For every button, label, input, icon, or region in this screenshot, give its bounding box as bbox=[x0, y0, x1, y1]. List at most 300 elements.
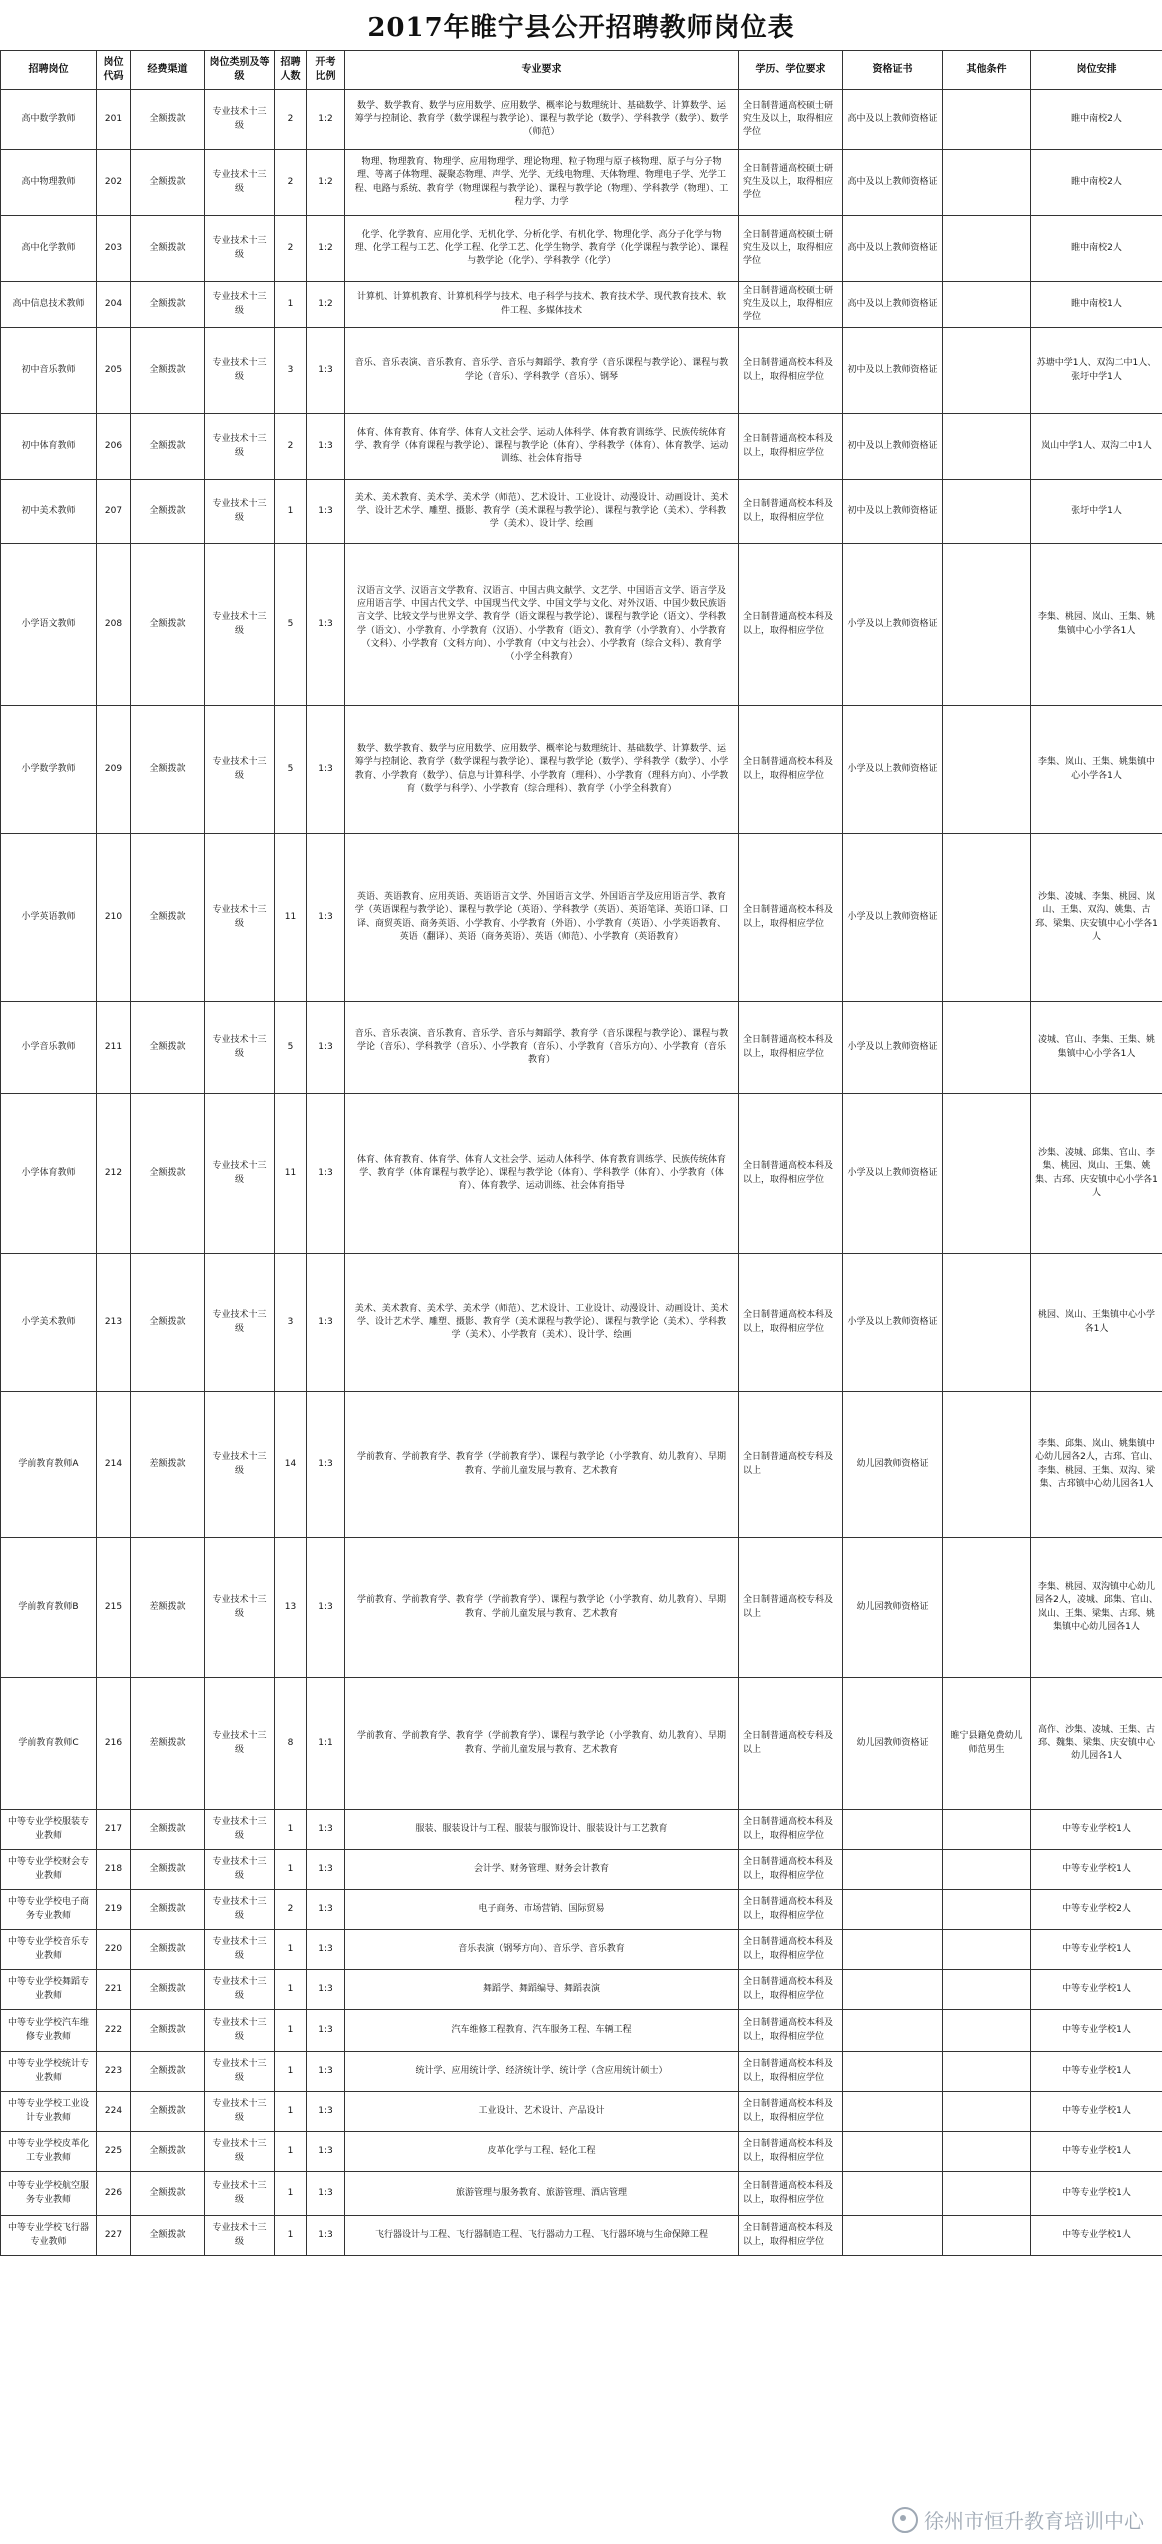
cell-education-req: 全日制普通高校专科及以上 bbox=[739, 1538, 843, 1678]
cell-post-name: 学前教育教师C bbox=[1, 1678, 97, 1810]
cell-placement: 张圩中学1人 bbox=[1031, 480, 1162, 544]
cell-funding: 全额拨款 bbox=[131, 2216, 205, 2256]
cell-exam-ratio: 1:3 bbox=[307, 706, 345, 834]
cell-certificate bbox=[843, 1930, 943, 1970]
cell-funding: 全额拨款 bbox=[131, 1002, 205, 1094]
cell-category: 专业技术十三级 bbox=[205, 2132, 275, 2172]
cell-certificate: 幼儿园教师资格证 bbox=[843, 1538, 943, 1678]
cell-headcount: 11 bbox=[275, 1094, 307, 1254]
cell-category: 专业技术十三级 bbox=[205, 328, 275, 414]
table-row bbox=[1, 1254, 1162, 1392]
cell-post-name: 中等专业学校工业设计专业教师 bbox=[1, 2092, 97, 2132]
cell-post-name: 中等专业学校皮革化工专业教师 bbox=[1, 2132, 97, 2172]
cell-headcount: 2 bbox=[275, 150, 307, 216]
cell-placement: 桃园、岚山、王集镇中心小学各1人 bbox=[1031, 1254, 1162, 1392]
cell-funding: 全额拨款 bbox=[131, 544, 205, 706]
cell-funding: 全额拨款 bbox=[131, 282, 205, 328]
cell-major-req: 汉语言文学、汉语言文学教育、汉语言、中国古典文献学、文艺学、中国语言文学、语言学及应用语言学、中国古代文学、中国现当代文学、中国文学与文化、对外汉语、中国少数民族语言文学、比较文学与世界文学、教育学（语文课程与教学论）、课程与教学论（语文）、学科教学（语文）、小学教育、小学教育（汉语）、小学教育（语文）、教育学（小学教育）、小学教育（文科）、小学教育（文科方向）、小学教育（中文与社会）、小学教育（综合文科）、教育学（小学全科教育） bbox=[345, 544, 739, 706]
cell-certificate bbox=[843, 1970, 943, 2010]
cell-headcount: 1 bbox=[275, 2132, 307, 2172]
cell-post-name: 小学美术教师 bbox=[1, 1254, 97, 1392]
cell-education-req: 全日制普通高校本科及以上，取得相应学位 bbox=[739, 1254, 843, 1392]
cell-other-cond bbox=[943, 1002, 1031, 1094]
cell-placement: 沙集、凌城、邱集、官山、李集、桃园、岚山、王集、姚集、古邳、庆安镇中心小学各1人 bbox=[1031, 1094, 1162, 1254]
cell-certificate: 小学及以上教师资格证 bbox=[843, 1254, 943, 1392]
cell-exam-ratio: 1:2 bbox=[307, 150, 345, 216]
cell-post-code: 211 bbox=[97, 1002, 131, 1094]
cell-post-code: 216 bbox=[97, 1678, 131, 1810]
cell-education-req: 全日制普通高校本科及以上，取得相应学位 bbox=[739, 834, 843, 1002]
cell-education-req: 全日制普通高校本科及以上，取得相应学位 bbox=[739, 2052, 843, 2092]
cell-exam-ratio: 1:3 bbox=[307, 2172, 345, 2216]
cell-major-req: 工业设计、艺术设计、产品设计 bbox=[345, 2092, 739, 2132]
cell-other-cond bbox=[943, 282, 1031, 328]
cell-post-name: 中等专业学校汽车维修专业教师 bbox=[1, 2010, 97, 2052]
table-row bbox=[1, 1890, 1162, 1930]
cell-other-cond bbox=[943, 1538, 1031, 1678]
cell-certificate bbox=[843, 1890, 943, 1930]
header-post-name: 招聘岗位 bbox=[1, 51, 97, 90]
cell-placement: 沙集、凌城、李集、桃园、岚山、王集、双沟、姚集、古邳、梁集、庆安镇中心小学各1人 bbox=[1031, 834, 1162, 1002]
cell-post-code: 215 bbox=[97, 1538, 131, 1678]
cell-major-req: 飞行器设计与工程、飞行器制造工程、飞行器动力工程、飞行器环境与生命保障工程 bbox=[345, 2216, 739, 2256]
header-placement: 岗位安排 bbox=[1031, 51, 1162, 90]
cell-post-code: 213 bbox=[97, 1254, 131, 1392]
cell-post-name: 中等专业学校统计专业教师 bbox=[1, 2052, 97, 2092]
cell-category: 专业技术十三级 bbox=[205, 2092, 275, 2132]
cell-education-req: 全日制普通高校本科及以上，取得相应学位 bbox=[739, 1810, 843, 1850]
cell-category: 专业技术十三级 bbox=[205, 282, 275, 328]
cell-post-code: 204 bbox=[97, 282, 131, 328]
cell-exam-ratio: 1:2 bbox=[307, 282, 345, 328]
cell-certificate: 初中及以上教师资格证 bbox=[843, 414, 943, 480]
table-row bbox=[1, 90, 1162, 150]
cell-headcount: 2 bbox=[275, 216, 307, 282]
cell-other-cond bbox=[943, 1970, 1031, 2010]
header-other-cond: 其他条件 bbox=[943, 51, 1031, 90]
cell-post-code: 207 bbox=[97, 480, 131, 544]
cell-category: 专业技术十三级 bbox=[205, 2010, 275, 2052]
cell-exam-ratio: 1:1 bbox=[307, 1678, 345, 1810]
header-headcount: 招聘人数 bbox=[275, 51, 307, 90]
table-row bbox=[1, 480, 1162, 544]
cell-headcount: 5 bbox=[275, 706, 307, 834]
cell-placement: 睢中南校2人 bbox=[1031, 150, 1162, 216]
table-row bbox=[1, 1392, 1162, 1538]
cell-certificate: 高中及以上教师资格证 bbox=[843, 150, 943, 216]
cell-certificate bbox=[843, 2172, 943, 2216]
cell-category: 专业技术十三级 bbox=[205, 2172, 275, 2216]
cell-funding: 全额拨款 bbox=[131, 1970, 205, 2010]
cell-funding: 全额拨款 bbox=[131, 2052, 205, 2092]
cell-certificate: 小学及以上教师资格证 bbox=[843, 1002, 943, 1094]
cell-major-req: 数学、数学教育、数学与应用数学、应用数学、概率论与数理统计、基础数学、计算数学、运筹学与控制论、教育学（数学课程与教学论）、课程与教学论（数学）、学科教学（数学）、小学教育、小学教育（数学）、信息与计算科学、小学教育（理科）、小学教育（理科方向）、小学教育（数学与科学）、小学教育（综合理科）、教育学（小学全科教育） bbox=[345, 706, 739, 834]
cell-category: 专业技术十三级 bbox=[205, 1254, 275, 1392]
cell-post-code: 222 bbox=[97, 2010, 131, 2052]
cell-funding: 全额拨款 bbox=[131, 90, 205, 150]
cell-major-req: 英语、英语教育、应用英语、英语语言文学、外国语言文学、外国语言学及应用语言学、教育学（英语课程与教学论）、课程与教学论（英语）、学科教学（英语）、英语笔译、英语口译、口译、商贸英语、商务英语、小学教育、小学教育（外语）、小学教育（英语）、小学英语教育、英语（翻译）、英语（商务英语）、英语（师范）、小学教育（英语教育） bbox=[345, 834, 739, 1002]
header-funding: 经费渠道 bbox=[131, 51, 205, 90]
cell-exam-ratio: 1:3 bbox=[307, 834, 345, 1002]
cell-post-name: 中等专业学校音乐专业教师 bbox=[1, 1930, 97, 1970]
cell-post-name: 中等专业学校电子商务专业教师 bbox=[1, 1890, 97, 1930]
cell-exam-ratio: 1:3 bbox=[307, 1930, 345, 1970]
cell-exam-ratio: 1:3 bbox=[307, 328, 345, 414]
cell-post-code: 206 bbox=[97, 414, 131, 480]
cell-education-req: 全日制普通高校本科及以上，取得相应学位 bbox=[739, 328, 843, 414]
cell-funding: 全额拨款 bbox=[131, 216, 205, 282]
cell-funding: 差额拨款 bbox=[131, 1678, 205, 1810]
cell-exam-ratio: 1:3 bbox=[307, 2052, 345, 2092]
cell-headcount: 11 bbox=[275, 834, 307, 1002]
cell-category: 专业技术十三级 bbox=[205, 1002, 275, 1094]
table-row bbox=[1, 2172, 1162, 2216]
cell-certificate: 小学及以上教师资格证 bbox=[843, 544, 943, 706]
cell-placement: 李集、邱集、岚山、姚集镇中心幼儿园各2人，古邳、官山、李集、桃园、王集、双沟、梁集、古邳镇中心幼儿园各1人 bbox=[1031, 1392, 1162, 1538]
cell-placement: 中等专业学校1人 bbox=[1031, 1970, 1162, 2010]
cell-certificate bbox=[843, 2132, 943, 2172]
cell-other-cond bbox=[943, 2052, 1031, 2092]
cell-post-code: 212 bbox=[97, 1094, 131, 1254]
cell-placement: 苏塘中学1人、双沟二中1人、张圩中学1人 bbox=[1031, 328, 1162, 414]
cell-post-code: 205 bbox=[97, 328, 131, 414]
cell-post-name: 中等专业学校飞行器专业教师 bbox=[1, 2216, 97, 2256]
cell-certificate: 高中及以上教师资格证 bbox=[843, 282, 943, 328]
cell-post-name: 初中美术教师 bbox=[1, 480, 97, 544]
cell-headcount: 5 bbox=[275, 1002, 307, 1094]
cell-major-req: 化学、化学教育、应用化学、无机化学、分析化学、有机化学、物理化学、高分子化学与物理、化学工程与工艺、化学工程、化学工艺、化学生物学、教育学（化学课程与教学论）、课程与教学论（化学）、学科教学（化学） bbox=[345, 216, 739, 282]
cell-headcount: 1 bbox=[275, 1970, 307, 2010]
cell-certificate: 小学及以上教师资格证 bbox=[843, 834, 943, 1002]
cell-exam-ratio: 1:3 bbox=[307, 1970, 345, 2010]
cell-funding: 全额拨款 bbox=[131, 1254, 205, 1392]
table-row bbox=[1, 1678, 1162, 1810]
table-row bbox=[1, 1810, 1162, 1850]
cell-education-req: 全日制普通高校本科及以上，取得相应学位 bbox=[739, 2216, 843, 2256]
cell-post-name: 小学音乐教师 bbox=[1, 1002, 97, 1094]
cell-education-req: 全日制普通高校本科及以上，取得相应学位 bbox=[739, 1970, 843, 2010]
cell-category: 专业技术十三级 bbox=[205, 1930, 275, 1970]
cell-post-name: 中等专业学校财会专业教师 bbox=[1, 1850, 97, 1890]
cell-funding: 全额拨款 bbox=[131, 1890, 205, 1930]
cell-other-cond bbox=[943, 1254, 1031, 1392]
cell-post-name: 小学语文教师 bbox=[1, 544, 97, 706]
cell-exam-ratio: 1:3 bbox=[307, 2010, 345, 2052]
cell-post-code: 221 bbox=[97, 1970, 131, 2010]
cell-education-req: 全日制普通高校本科及以上，取得相应学位 bbox=[739, 1094, 843, 1254]
cell-other-cond bbox=[943, 328, 1031, 414]
cell-post-code: 225 bbox=[97, 2132, 131, 2172]
header-education-req: 学历、学位要求 bbox=[739, 51, 843, 90]
table-row bbox=[1, 1538, 1162, 1678]
cell-post-name: 学前教育教师A bbox=[1, 1392, 97, 1538]
cell-certificate: 小学及以上教师资格证 bbox=[843, 706, 943, 834]
cell-exam-ratio: 1:3 bbox=[307, 1094, 345, 1254]
cell-other-cond bbox=[943, 150, 1031, 216]
cell-post-name: 初中体育教师 bbox=[1, 414, 97, 480]
cell-category: 专业技术十三级 bbox=[205, 1810, 275, 1850]
positions-table bbox=[0, 50, 1162, 2256]
cell-post-name: 高中信息技术教师 bbox=[1, 282, 97, 328]
cell-exam-ratio: 1:3 bbox=[307, 1810, 345, 1850]
cell-post-name: 小学数学教师 bbox=[1, 706, 97, 834]
cell-major-req: 旅游管理与服务教育、旅游管理、酒店管理 bbox=[345, 2172, 739, 2216]
cell-exam-ratio: 1:3 bbox=[307, 1002, 345, 1094]
table-row bbox=[1, 1970, 1162, 2010]
cell-other-cond bbox=[943, 544, 1031, 706]
header-post-code: 岗位代码 bbox=[97, 51, 131, 90]
cell-education-req: 全日制普通高校专科及以上 bbox=[739, 1392, 843, 1538]
cell-other-cond bbox=[943, 414, 1031, 480]
cell-headcount: 8 bbox=[275, 1678, 307, 1810]
table-row bbox=[1, 706, 1162, 834]
cell-post-name: 小学英语教师 bbox=[1, 834, 97, 1002]
cell-headcount: 1 bbox=[275, 2092, 307, 2132]
cell-exam-ratio: 1:2 bbox=[307, 216, 345, 282]
table-row bbox=[1, 1850, 1162, 1890]
cell-placement: 中等专业学校1人 bbox=[1031, 2052, 1162, 2092]
cell-post-name: 高中化学教师 bbox=[1, 216, 97, 282]
cell-placement: 中等专业学校1人 bbox=[1031, 2216, 1162, 2256]
cell-funding: 全额拨款 bbox=[131, 1850, 205, 1890]
cell-education-req: 全日制普通高校本科及以上，取得相应学位 bbox=[739, 706, 843, 834]
cell-headcount: 1 bbox=[275, 2216, 307, 2256]
cell-education-req: 全日制普通高校硕士研究生及以上，取得相应学位 bbox=[739, 216, 843, 282]
cell-post-name: 高中数学教师 bbox=[1, 90, 97, 150]
cell-headcount: 13 bbox=[275, 1538, 307, 1678]
cell-funding: 差额拨款 bbox=[131, 1392, 205, 1538]
cell-education-req: 全日制普通高校专科及以上 bbox=[739, 1678, 843, 1810]
cell-other-cond bbox=[943, 2010, 1031, 2052]
header-category: 岗位类别及等级 bbox=[205, 51, 275, 90]
cell-headcount: 3 bbox=[275, 328, 307, 414]
cell-placement: 岚山中学1人、双沟二中1人 bbox=[1031, 414, 1162, 480]
cell-major-req: 服装、服装设计与工程、服装与服饰设计、服装设计与工艺教育 bbox=[345, 1810, 739, 1850]
cell-placement: 中等专业学校1人 bbox=[1031, 2172, 1162, 2216]
cell-placement: 中等专业学校2人 bbox=[1031, 1890, 1162, 1930]
header-exam-ratio: 开考比例 bbox=[307, 51, 345, 90]
cell-education-req: 全日制普通高校本科及以上，取得相应学位 bbox=[739, 1850, 843, 1890]
table-row bbox=[1, 1094, 1162, 1254]
cell-post-code: 223 bbox=[97, 2052, 131, 2092]
cell-certificate bbox=[843, 2092, 943, 2132]
cell-education-req: 全日制普通高校硕士研究生及以上，取得相应学位 bbox=[739, 150, 843, 216]
cell-education-req: 全日制普通高校硕士研究生及以上，取得相应学位 bbox=[739, 90, 843, 150]
cell-category: 专业技术十三级 bbox=[205, 1538, 275, 1678]
cell-exam-ratio: 1:3 bbox=[307, 1538, 345, 1678]
cell-other-cond bbox=[943, 1392, 1031, 1538]
cell-major-req: 学前教育、学前教育学、教育学（学前教育学）、课程与教学论（小学教育、幼儿教育）、早期教育、学前儿童发展与教育、艺术教育 bbox=[345, 1678, 739, 1810]
cell-post-name: 高中物理教师 bbox=[1, 150, 97, 216]
cell-exam-ratio: 1:3 bbox=[307, 414, 345, 480]
cell-funding: 全额拨款 bbox=[131, 1094, 205, 1254]
cell-exam-ratio: 1:3 bbox=[307, 1254, 345, 1392]
cell-major-req: 会计学、财务管理、财务会计教育 bbox=[345, 1850, 739, 1890]
cell-education-req: 全日制普通高校本科及以上，取得相应学位 bbox=[739, 480, 843, 544]
cell-category: 专业技术十三级 bbox=[205, 1392, 275, 1538]
cell-funding: 全额拨款 bbox=[131, 706, 205, 834]
cell-major-req: 音乐、音乐表演、音乐教育、音乐学、音乐与舞蹈学、教育学（音乐课程与教学论）、课程与教学论（音乐）、学科教学（音乐）、钢琴 bbox=[345, 328, 739, 414]
cell-certificate bbox=[843, 2216, 943, 2256]
cell-placement: 李集、岚山、王集、姚集镇中心小学各1人 bbox=[1031, 706, 1162, 834]
cell-placement: 睢中南校2人 bbox=[1031, 90, 1162, 150]
table-row bbox=[1, 282, 1162, 328]
cell-other-cond bbox=[943, 2216, 1031, 2256]
cell-other-cond bbox=[943, 90, 1031, 150]
cell-headcount: 2 bbox=[275, 414, 307, 480]
cell-funding: 全额拨款 bbox=[131, 2092, 205, 2132]
header-major-req: 专业要求 bbox=[345, 51, 739, 90]
cell-funding: 全额拨款 bbox=[131, 2010, 205, 2052]
cell-post-code: 219 bbox=[97, 1890, 131, 1930]
cell-education-req: 全日制普通高校本科及以上，取得相应学位 bbox=[739, 1930, 843, 1970]
cell-certificate: 幼儿园教师资格证 bbox=[843, 1392, 943, 1538]
page-title: 2017年睢宁县公开招聘教师岗位表 bbox=[0, 0, 1162, 51]
cell-other-cond bbox=[943, 1930, 1031, 1970]
cell-placement: 中等专业学校1人 bbox=[1031, 1930, 1162, 1970]
cell-headcount: 1 bbox=[275, 1930, 307, 1970]
cell-certificate bbox=[843, 2052, 943, 2092]
cell-headcount: 1 bbox=[275, 282, 307, 328]
cell-funding: 全额拨款 bbox=[131, 480, 205, 544]
cell-exam-ratio: 1:3 bbox=[307, 1890, 345, 1930]
cell-post-name: 初中音乐教师 bbox=[1, 328, 97, 414]
cell-post-code: 214 bbox=[97, 1392, 131, 1538]
cell-other-cond bbox=[943, 1890, 1031, 1930]
cell-other-cond bbox=[943, 706, 1031, 834]
cell-major-req: 计算机、计算机教育、计算机科学与技术、电子科学与技术、教育技术学、现代教育技术、软件工程、多媒体技术 bbox=[345, 282, 739, 328]
cell-funding: 全额拨款 bbox=[131, 1810, 205, 1850]
cell-category: 专业技术十三级 bbox=[205, 1850, 275, 1890]
watermark-text: 徐州市恒升教育培训中心 bbox=[924, 2509, 1144, 2533]
cell-major-req: 数学、数学教育、数学与应用数学、应用数学、概率论与数理统计、基础数学、计算数学、运筹学与控制论、教育学（数学课程与教学论）、课程与教学论（数学）、学科教学（数学）、数学（师范） bbox=[345, 90, 739, 150]
table-row bbox=[1, 834, 1162, 1002]
cell-post-name: 小学体育教师 bbox=[1, 1094, 97, 1254]
cell-funding: 全额拨款 bbox=[131, 328, 205, 414]
cell-category: 专业技术十三级 bbox=[205, 480, 275, 544]
cell-funding: 全额拨款 bbox=[131, 834, 205, 1002]
cell-category: 专业技术十三级 bbox=[205, 834, 275, 1002]
cell-certificate: 初中及以上教师资格证 bbox=[843, 480, 943, 544]
cell-education-req: 全日制普通高校本科及以上，取得相应学位 bbox=[739, 2010, 843, 2052]
cell-other-cond bbox=[943, 1094, 1031, 1254]
cell-post-code: 217 bbox=[97, 1810, 131, 1850]
cell-certificate bbox=[843, 1850, 943, 1890]
cell-major-req: 统计学、应用统计学、经济统计学、统计学（含应用统计硕士） bbox=[345, 2052, 739, 2092]
cell-funding: 全额拨款 bbox=[131, 1930, 205, 1970]
cell-major-req: 美术、美术教育、美术学、美术学（师范）、艺术设计、工业设计、动漫设计、动画设计、美术学、设计艺术学、雕塑、摄影、教育学（美术课程与教学论）、课程与教学论（美术）、学科教学（美术）、设计学、绘画 bbox=[345, 480, 739, 544]
wechat-icon bbox=[892, 2507, 918, 2533]
table-row bbox=[1, 2216, 1162, 2256]
cell-certificate: 小学及以上教师资格证 bbox=[843, 1094, 943, 1254]
cell-post-code: 226 bbox=[97, 2172, 131, 2216]
cell-post-code: 224 bbox=[97, 2092, 131, 2132]
cell-education-req: 全日制普通高校本科及以上，取得相应学位 bbox=[739, 1002, 843, 1094]
cell-education-req: 全日制普通高校本科及以上，取得相应学位 bbox=[739, 544, 843, 706]
cell-major-req: 舞蹈学、舞蹈编导、舞蹈表演 bbox=[345, 1970, 739, 2010]
cell-major-req: 学前教育、学前教育学、教育学（学前教育学）、课程与教学论（小学教育、幼儿教育）、早期教育、学前儿童发展与教育、艺术教育 bbox=[345, 1538, 739, 1678]
table-header-row bbox=[1, 51, 1162, 90]
cell-headcount: 3 bbox=[275, 1254, 307, 1392]
cell-exam-ratio: 1:3 bbox=[307, 2092, 345, 2132]
cell-category: 专业技术十三级 bbox=[205, 216, 275, 282]
cell-exam-ratio: 1:3 bbox=[307, 2216, 345, 2256]
cell-post-name: 学前教育教师B bbox=[1, 1538, 97, 1678]
cell-major-req: 体育、体育教育、体育学、体育人文社会学、运动人体科学、体育教育训练学、民族传统体育学、教育学（体育课程与教学论）、课程与教学论（体育）、学科教学（体育）、体育教学、运动训练、社会体育指导 bbox=[345, 414, 739, 480]
cell-major-req: 音乐表演（钢琴方向）、音乐学、音乐教育 bbox=[345, 1930, 739, 1970]
cell-headcount: 2 bbox=[275, 1890, 307, 1930]
cell-funding: 差额拨款 bbox=[131, 1538, 205, 1678]
cell-other-cond bbox=[943, 2092, 1031, 2132]
cell-exam-ratio: 1:3 bbox=[307, 1392, 345, 1538]
cell-major-req: 音乐、音乐表演、音乐教育、音乐学、音乐与舞蹈学、教育学（音乐课程与教学论）、课程与教学论（音乐）、学科教学（音乐）、小学教育（音乐）、小学教育（音乐方向）、小学教育（音乐教育） bbox=[345, 1002, 739, 1094]
cell-certificate bbox=[843, 2010, 943, 2052]
cell-post-code: 220 bbox=[97, 1930, 131, 1970]
cell-placement: 睢中南校2人 bbox=[1031, 216, 1162, 282]
cell-exam-ratio: 1:3 bbox=[307, 544, 345, 706]
cell-other-cond bbox=[943, 2132, 1031, 2172]
cell-funding: 全额拨款 bbox=[131, 2172, 205, 2216]
cell-category: 专业技术十三级 bbox=[205, 2216, 275, 2256]
cell-category: 专业技术十三级 bbox=[205, 1678, 275, 1810]
cell-placement: 高作、沙集、凌城、王集、古邳、魏集、梁集、庆安镇中心幼儿园各1人 bbox=[1031, 1678, 1162, 1810]
cell-education-req: 全日制普通高校本科及以上，取得相应学位 bbox=[739, 414, 843, 480]
cell-major-req: 学前教育、学前教育学、教育学（学前教育学）、课程与教学论（小学教育、幼儿教育）、早期教育、学前儿童发展与教育、艺术教育 bbox=[345, 1392, 739, 1538]
cell-post-name: 中等专业学校航空服务专业教师 bbox=[1, 2172, 97, 2216]
cell-post-code: 210 bbox=[97, 834, 131, 1002]
cell-headcount: 14 bbox=[275, 1392, 307, 1538]
cell-other-cond bbox=[943, 2172, 1031, 2216]
header-certificate: 资格证书 bbox=[843, 51, 943, 90]
cell-education-req: 全日制普通高校本科及以上，取得相应学位 bbox=[739, 2172, 843, 2216]
cell-major-req: 美术、美术教育、美术学、美术学（师范）、艺术设计、工业设计、动漫设计、动画设计、美术学、设计艺术学、雕塑、摄影、教育学（美术课程与教学论）、课程与教学论（美术）、学科教学（美术）、小学教育（美术）、设计学、绘画 bbox=[345, 1254, 739, 1392]
cell-certificate: 高中及以上教师资格证 bbox=[843, 216, 943, 282]
cell-certificate: 幼儿园教师资格证 bbox=[843, 1678, 943, 1810]
cell-certificate bbox=[843, 1810, 943, 1850]
cell-placement: 凌城、官山、李集、王集、姚集镇中心小学各1人 bbox=[1031, 1002, 1162, 1094]
cell-major-req: 物理、物理教育、物理学、应用物理学、理论物理、粒子物理与原子核物理、原子与分子物理、等离子体物理、凝聚态物理、声学、光学、无线电物理、天体物理、物理电子学、光学工程、电路与系统、教育学（物理课程与教学论）、课程与教学论（物理）、学科教学（物理）、工程力学、力学 bbox=[345, 150, 739, 216]
table-row bbox=[1, 2092, 1162, 2132]
cell-post-code: 209 bbox=[97, 706, 131, 834]
cell-other-cond: 睢宁县籍免费幼儿师范男生 bbox=[943, 1678, 1031, 1810]
cell-post-name: 中等专业学校服装专业教师 bbox=[1, 1810, 97, 1850]
cell-funding: 全额拨款 bbox=[131, 150, 205, 216]
cell-major-req: 电子商务、市场营销、国际贸易 bbox=[345, 1890, 739, 1930]
cell-category: 专业技术十三级 bbox=[205, 1890, 275, 1930]
cell-major-req: 体育、体育教育、体育学、体育人文社会学、运动人体科学、体育教育训练学、民族传统体育学、教育学（体育课程与教学论）、课程与教学论（体育）、学科教学（体育）、小学教育（体育）、体育教学、运动训练、社会体育指导 bbox=[345, 1094, 739, 1254]
table-row bbox=[1, 328, 1162, 414]
cell-placement: 中等专业学校1人 bbox=[1031, 1850, 1162, 1890]
cell-major-req: 汽车维修工程教育、汽车服务工程、车辆工程 bbox=[345, 2010, 739, 2052]
cell-category: 专业技术十三级 bbox=[205, 1094, 275, 1254]
cell-major-req: 皮革化学与工程、轻化工程 bbox=[345, 2132, 739, 2172]
cell-headcount: 1 bbox=[275, 2010, 307, 2052]
cell-other-cond bbox=[943, 480, 1031, 544]
cell-headcount: 1 bbox=[275, 2172, 307, 2216]
cell-headcount: 1 bbox=[275, 2052, 307, 2092]
cell-post-code: 208 bbox=[97, 544, 131, 706]
cell-placement: 中等专业学校1人 bbox=[1031, 2010, 1162, 2052]
cell-education-req: 全日制普通高校本科及以上，取得相应学位 bbox=[739, 1890, 843, 1930]
cell-certificate: 高中及以上教师资格证 bbox=[843, 90, 943, 150]
table-row bbox=[1, 414, 1162, 480]
table-row bbox=[1, 544, 1162, 706]
cell-placement: 中等专业学校1人 bbox=[1031, 1810, 1162, 1850]
cell-headcount: 1 bbox=[275, 1810, 307, 1850]
cell-education-req: 全日制普通高校本科及以上，取得相应学位 bbox=[739, 2092, 843, 2132]
cell-post-code: 227 bbox=[97, 2216, 131, 2256]
cell-headcount: 5 bbox=[275, 544, 307, 706]
